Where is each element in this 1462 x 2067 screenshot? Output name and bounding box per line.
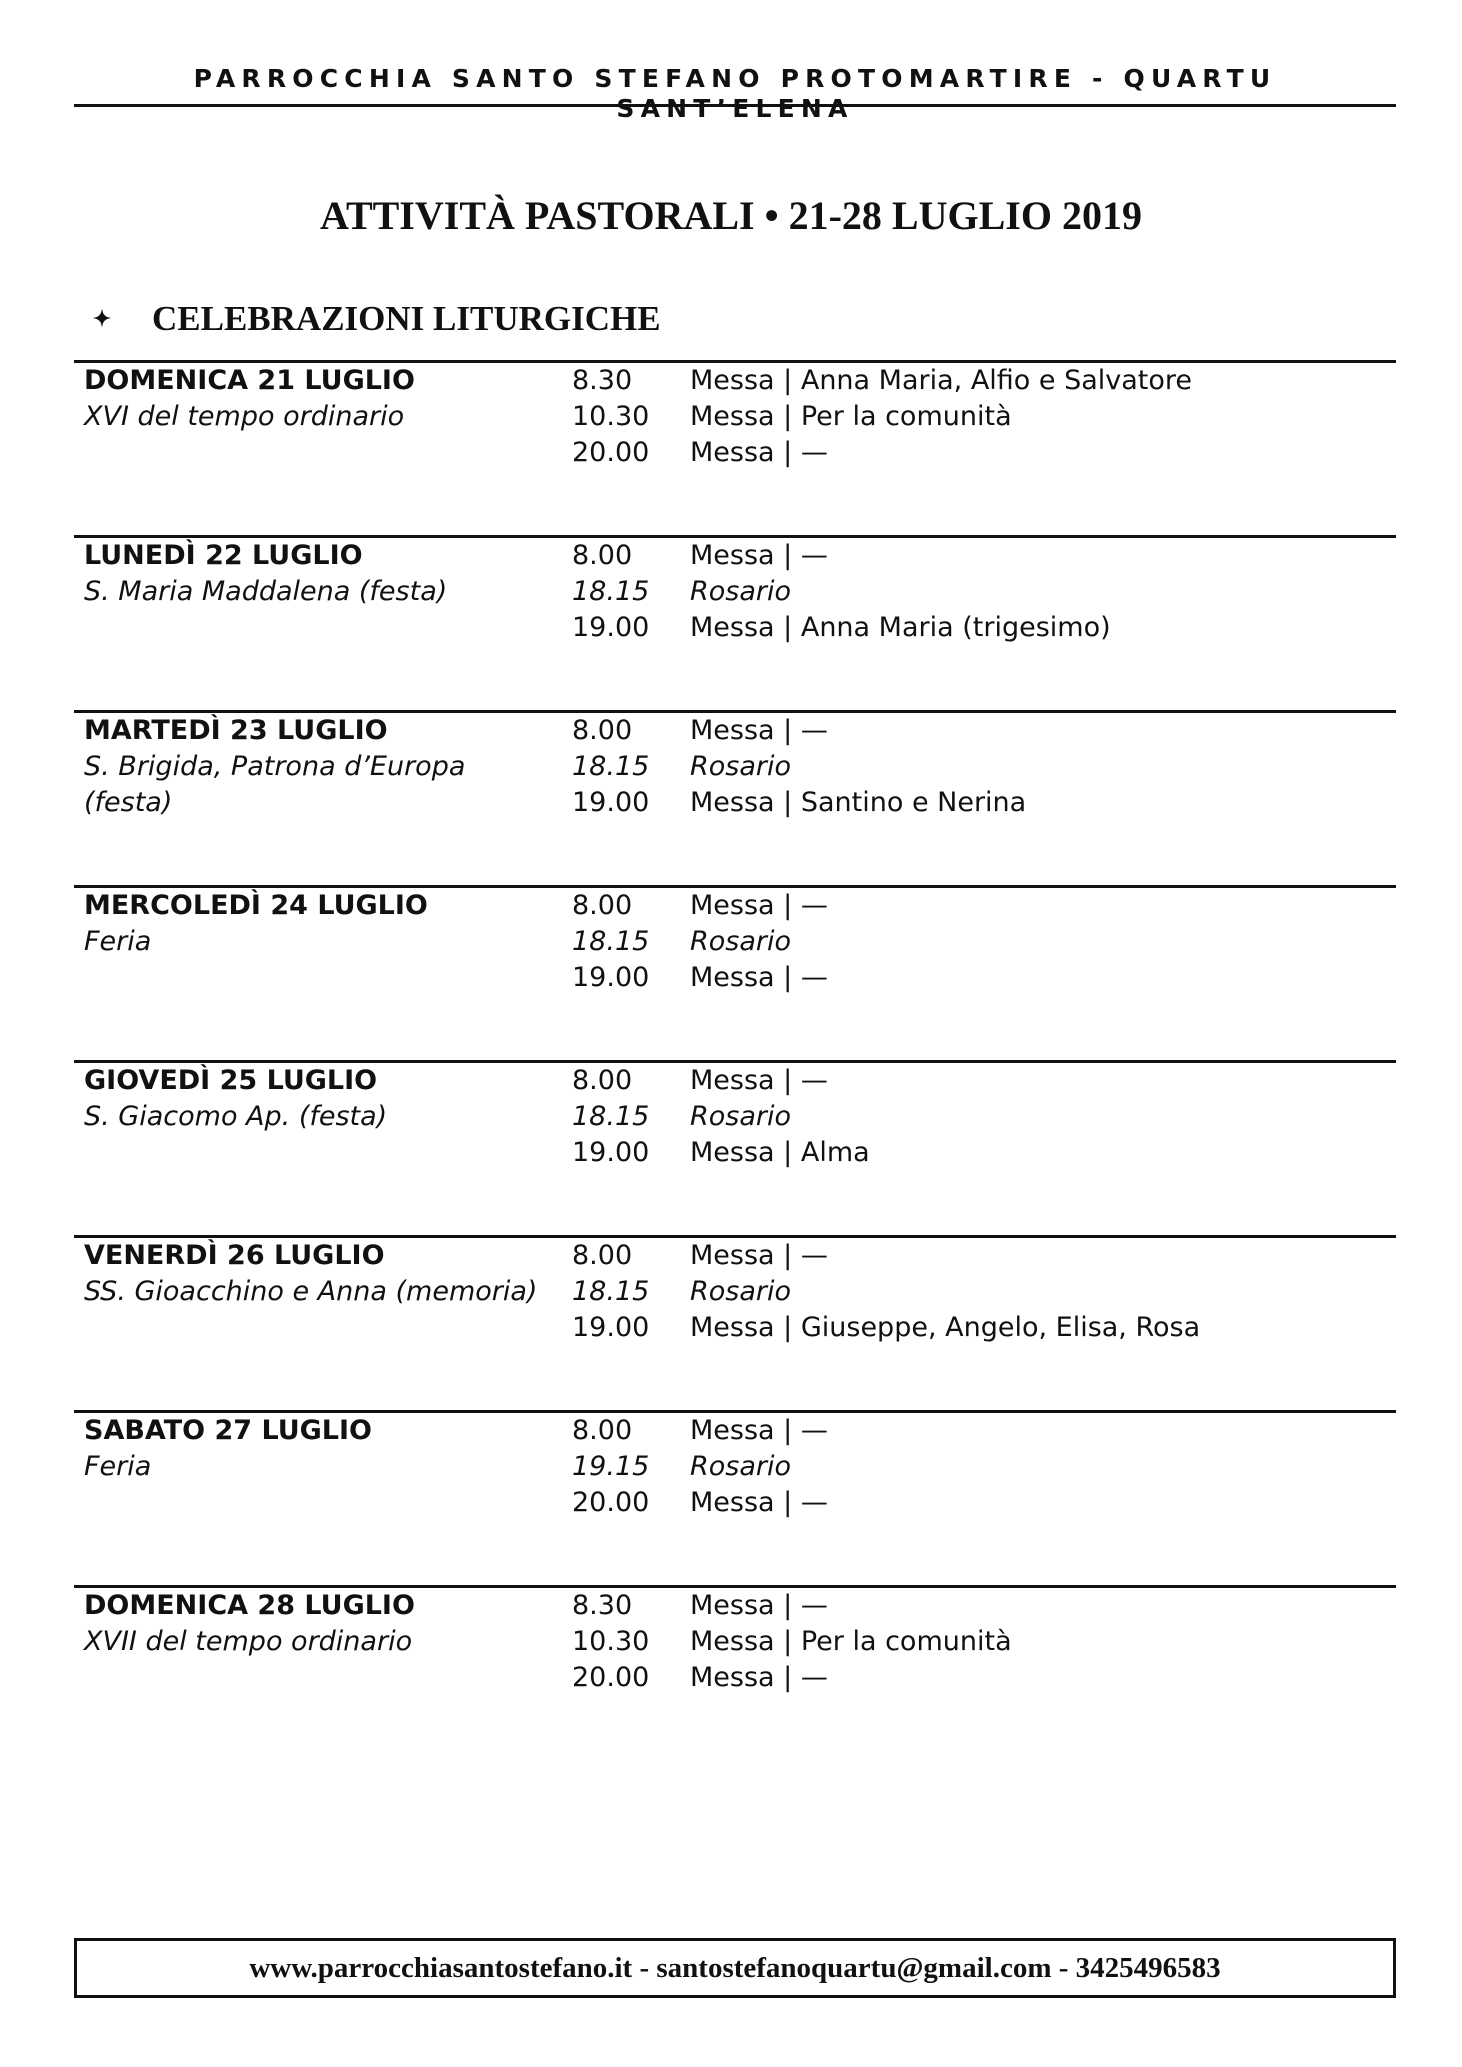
event-row xyxy=(572,363,1392,399)
event-time: 19.00 xyxy=(572,1137,650,1168)
day-events xyxy=(572,1063,1392,1171)
event-time: 18.15 xyxy=(572,1101,650,1132)
event-description: Rosario xyxy=(690,1276,792,1307)
event-description: Messa | — xyxy=(690,1590,828,1621)
event-time: 8.00 xyxy=(572,1065,633,1096)
section-title: CELEBRAZIONI LITURGICHE xyxy=(152,299,661,338)
event-time: 20.00 xyxy=(572,437,650,468)
day-block xyxy=(74,360,1396,535)
day-description: S. Giacomo Ap. (festa) xyxy=(84,1101,388,1132)
event-row xyxy=(572,785,1392,821)
event-time: 19.00 xyxy=(572,962,650,993)
event-row xyxy=(572,1660,1392,1696)
event-description: Messa | Santino e Nerina xyxy=(690,787,1027,818)
event-row xyxy=(572,399,1392,435)
event-time: 8.00 xyxy=(572,715,633,746)
event-description: Messa | Alma xyxy=(690,1137,870,1168)
event-row xyxy=(572,574,1392,610)
day-description: S. Brigida, Patrona d’Europa xyxy=(84,751,466,782)
day-description: S. Maria Maddalena (festa) xyxy=(84,576,448,607)
event-row xyxy=(572,1135,1392,1171)
event-row xyxy=(572,1274,1392,1310)
event-time: 8.00 xyxy=(572,540,633,571)
day-description: XVII del tempo ordinario xyxy=(84,1626,413,1657)
day-info xyxy=(84,1063,564,1135)
event-time: 18.15 xyxy=(572,751,650,782)
event-row xyxy=(572,435,1392,471)
event-description: Rosario xyxy=(690,751,792,782)
event-row xyxy=(572,888,1392,924)
star-bullet-icon: ✦ xyxy=(92,306,112,331)
event-description: Messa | — xyxy=(690,540,828,571)
day-block xyxy=(74,710,1396,885)
event-row xyxy=(572,749,1392,785)
day-block xyxy=(74,1235,1396,1410)
event-row xyxy=(572,1063,1392,1099)
event-time: 19.00 xyxy=(572,787,650,818)
day-info xyxy=(84,713,564,821)
event-time: 18.15 xyxy=(572,1276,650,1307)
event-description: Messa | Per la comunità xyxy=(690,401,1012,432)
day-info xyxy=(84,888,564,960)
event-row xyxy=(572,960,1392,996)
event-time: 18.15 xyxy=(572,926,650,957)
day-name: GIOVEDÌ 25 LUGLIO xyxy=(84,1065,378,1096)
event-description: Messa | — xyxy=(690,715,828,746)
event-description: Messa | — xyxy=(690,1662,828,1693)
event-description: Rosario xyxy=(690,1451,792,1482)
day-name: SABATO 27 LUGLIO xyxy=(84,1415,372,1446)
day-info xyxy=(84,1413,564,1485)
day-events xyxy=(572,1413,1392,1521)
event-description: Messa | — xyxy=(690,1415,828,1446)
event-row xyxy=(572,538,1392,574)
event-time: 19.15 xyxy=(572,1451,650,1482)
section-heading xyxy=(92,294,661,344)
day-description: Feria xyxy=(84,1451,152,1482)
event-time: 8.00 xyxy=(572,890,633,921)
event-time: 20.00 xyxy=(572,1487,650,1518)
day-name: LUNEDÌ 22 LUGLIO xyxy=(84,540,363,571)
event-description: Messa | — xyxy=(690,437,828,468)
day-name: VENERDÌ 26 LUGLIO xyxy=(84,1240,385,1271)
day-events xyxy=(572,363,1392,471)
day-block xyxy=(74,1060,1396,1235)
event-time: 8.00 xyxy=(572,1415,633,1446)
event-description: Messa | — xyxy=(690,890,828,921)
event-description: Messa | — xyxy=(690,1240,828,1271)
day-name: DOMENICA 28 LUGLIO xyxy=(84,1590,415,1621)
event-description: Messa | — xyxy=(690,962,828,993)
event-time: 10.30 xyxy=(572,1626,650,1657)
event-row xyxy=(572,1449,1392,1485)
day-info xyxy=(84,538,564,610)
event-row xyxy=(572,1413,1392,1449)
liturgical-schedule xyxy=(74,360,1396,1760)
event-row xyxy=(572,610,1392,646)
day-block xyxy=(74,885,1396,1060)
page-title: ATTIVITÀ PASTORALI • 21-28 LUGLIO 2019 xyxy=(320,193,1142,238)
event-description: Messa | Anna Maria (trigesimo) xyxy=(690,612,1111,643)
event-time: 8.30 xyxy=(572,1590,633,1621)
event-row xyxy=(572,924,1392,960)
event-description: Messa | Anna Maria, Alfio e Salvatore xyxy=(690,365,1193,396)
event-time: 8.30 xyxy=(572,365,633,396)
event-time: 8.00 xyxy=(572,1240,633,1271)
parish-header: PARROCCHIA SANTO STEFANO PROTOMARTIRE - QUARTU SANT’ELENA xyxy=(74,64,1396,107)
day-name: MERCOLEDÌ 24 LUGLIO xyxy=(84,890,428,921)
event-row xyxy=(572,1624,1392,1660)
day-description: SS. Gioacchino e Anna (memoria) xyxy=(84,1276,538,1307)
event-description: Messa | Per la comunità xyxy=(690,1626,1012,1657)
contact-footer: www.parrocchiasantostefano.it - santostefanoquartu@gmail.com - 3425496583 xyxy=(74,1938,1396,1998)
event-row xyxy=(572,1099,1392,1135)
event-row xyxy=(572,1238,1392,1274)
day-description: Feria xyxy=(84,926,152,957)
day-info xyxy=(84,363,564,435)
day-events xyxy=(572,1238,1392,1346)
event-description: Rosario xyxy=(690,576,792,607)
day-description: XVI del tempo ordinario xyxy=(84,401,405,432)
event-time: 10.30 xyxy=(572,401,650,432)
day-events xyxy=(572,538,1392,646)
event-description: Rosario xyxy=(690,1101,792,1132)
day-name: MARTEDÌ 23 LUGLIO xyxy=(84,715,388,746)
event-row xyxy=(572,1588,1392,1624)
event-time: 19.00 xyxy=(572,612,650,643)
day-block xyxy=(74,535,1396,710)
event-description: Messa | — xyxy=(690,1487,828,1518)
event-time: 18.15 xyxy=(572,576,650,607)
day-block xyxy=(74,1585,1396,1760)
event-time: 19.00 xyxy=(572,1312,650,1343)
day-block xyxy=(74,1410,1396,1585)
event-description: Rosario xyxy=(690,926,792,957)
day-name: DOMENICA 21 LUGLIO xyxy=(84,365,415,396)
event-time: 20.00 xyxy=(572,1662,650,1693)
event-row xyxy=(572,713,1392,749)
event-description: Messa | Giuseppe, Angelo, Elisa, Rosa xyxy=(690,1312,1201,1343)
day-events xyxy=(572,713,1392,821)
day-description: (festa) xyxy=(84,787,173,818)
day-events xyxy=(572,1588,1392,1696)
day-info xyxy=(84,1238,564,1310)
event-row xyxy=(572,1310,1392,1346)
event-description: Messa | — xyxy=(690,1065,828,1096)
event-row xyxy=(572,1485,1392,1521)
day-events xyxy=(572,888,1392,996)
day-info xyxy=(84,1588,564,1660)
